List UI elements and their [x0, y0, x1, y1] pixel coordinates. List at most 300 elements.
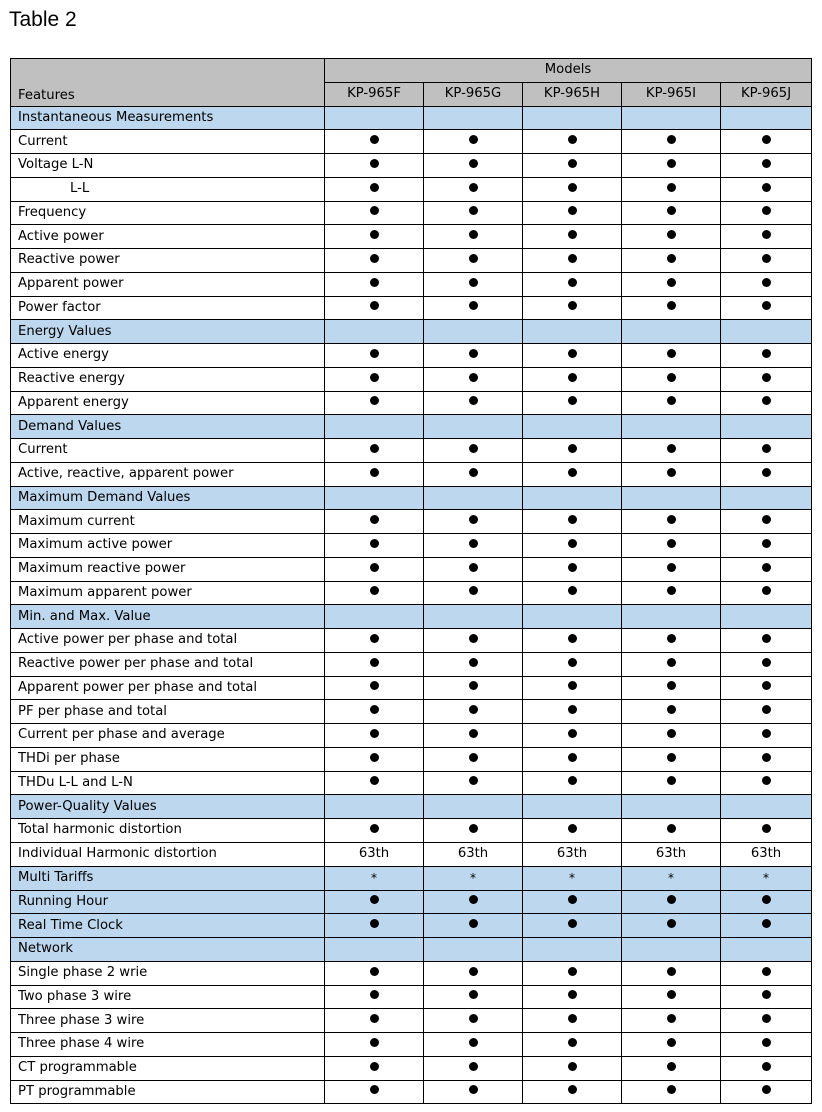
- feature-cell: [325, 201, 424, 225]
- feature-cell: [325, 1009, 424, 1033]
- feature-cell: [721, 961, 812, 985]
- feature-cell: [325, 1033, 424, 1057]
- bullet-icon: [568, 539, 577, 548]
- bullet-icon: [762, 468, 771, 477]
- feature-cell: [325, 557, 424, 581]
- bullet-icon: [762, 967, 771, 976]
- feature-cell: [424, 1033, 523, 1057]
- bullet-icon: [667, 183, 676, 192]
- bullet-icon: [370, 444, 379, 453]
- table-row: [11, 890, 812, 914]
- bullet-icon: [568, 515, 577, 524]
- section-cell: [424, 938, 523, 962]
- bullet-icon: [667, 753, 676, 762]
- feature-value: [622, 866, 721, 890]
- section-cell: [424, 795, 523, 819]
- bullet-icon: [469, 135, 478, 144]
- bullet-icon: [469, 919, 478, 928]
- bullet-icon: [568, 349, 577, 358]
- bullet-icon: [469, 967, 478, 976]
- table-row: [11, 534, 812, 558]
- feature-cell: [721, 890, 812, 914]
- bullet-icon: [370, 183, 379, 192]
- bullet-icon: [469, 444, 478, 453]
- bullet-icon: [667, 824, 676, 833]
- feature-cell: [325, 890, 424, 914]
- feature-label: Current: [11, 439, 325, 463]
- bullet-icon: [370, 729, 379, 738]
- feature-cell: [721, 581, 812, 605]
- bullet-icon: [469, 776, 478, 785]
- feature-label: Apparent power: [11, 272, 325, 296]
- feature-cell: [424, 201, 523, 225]
- section-cell: [424, 486, 523, 510]
- bullet-icon: [469, 515, 478, 524]
- feature-cell: [424, 747, 523, 771]
- section-cell: [622, 605, 721, 629]
- bullet-icon: [667, 895, 676, 904]
- section-cell: [523, 605, 622, 629]
- bullet-icon: [762, 586, 771, 595]
- feature-cell: [424, 700, 523, 724]
- bullet-icon: [370, 539, 379, 548]
- bullet-icon: [568, 824, 577, 833]
- feature-cell: [721, 724, 812, 748]
- bullet-icon: [762, 135, 771, 144]
- bullet-icon: [469, 396, 478, 405]
- section-label: Min. and Max. Value: [11, 605, 325, 629]
- feature-label: Reactive power per phase and total: [11, 652, 325, 676]
- section-cell: [424, 605, 523, 629]
- feature-label: CT programmable: [11, 1056, 325, 1080]
- feature-label: Maximum reactive power: [11, 557, 325, 581]
- feature-value: [424, 866, 523, 890]
- feature-cell: [721, 177, 812, 201]
- feature-label: Multi Tariffs: [11, 866, 325, 890]
- feature-label: L-L: [11, 177, 325, 201]
- feature-cell: [523, 1080, 622, 1104]
- feature-cell: [721, 367, 812, 391]
- feature-cell: [325, 771, 424, 795]
- bullet-icon: [568, 1014, 577, 1023]
- feature-cell: [424, 557, 523, 581]
- bullet-icon: [667, 1014, 676, 1023]
- bullet-icon: [370, 1014, 379, 1023]
- bullet-icon: [762, 658, 771, 667]
- feature-cell: [721, 700, 812, 724]
- bullet-icon: [667, 563, 676, 572]
- bullet-icon: [762, 634, 771, 643]
- bullet-icon: [469, 824, 478, 833]
- feature-cell: [325, 130, 424, 154]
- feature-cell: [424, 296, 523, 320]
- feature-cell: [721, 201, 812, 225]
- section-row: [11, 938, 812, 962]
- feature-label: Active power per phase and total: [11, 629, 325, 653]
- feature-cell: [622, 819, 721, 843]
- feature-cell: [424, 771, 523, 795]
- table-row: [11, 367, 812, 391]
- feature-cell: [325, 629, 424, 653]
- section-row: [11, 486, 812, 510]
- table-row: [11, 557, 812, 581]
- bullet-icon: [667, 444, 676, 453]
- section-cell: [721, 795, 812, 819]
- feature-label: Active energy: [11, 344, 325, 368]
- bullet-icon: [762, 159, 771, 168]
- feature-cell: [523, 225, 622, 249]
- feature-cell: [523, 201, 622, 225]
- feature-cell: [622, 272, 721, 296]
- feature-cell: [721, 249, 812, 273]
- table-row: [11, 439, 812, 463]
- section-cell: [523, 320, 622, 344]
- section-cell: [424, 415, 523, 439]
- feature-cell: [325, 439, 424, 463]
- feature-cell: [721, 771, 812, 795]
- feature-cell: [424, 510, 523, 534]
- bullet-icon: [469, 753, 478, 762]
- bullet-icon: [370, 301, 379, 310]
- bullet-icon: [370, 895, 379, 904]
- bullet-icon: [568, 658, 577, 667]
- feature-value: [325, 866, 424, 890]
- feature-cell: [424, 819, 523, 843]
- bullet-icon: [469, 1085, 478, 1094]
- feature-cell: [721, 914, 812, 938]
- feature-value: [523, 842, 622, 866]
- bullet-icon: [370, 206, 379, 215]
- bullet-icon: [370, 634, 379, 643]
- table-row: [11, 1080, 812, 1104]
- feature-value: [721, 842, 812, 866]
- bullet-icon: [370, 396, 379, 405]
- table-row: [11, 391, 812, 415]
- feature-value: [325, 842, 424, 866]
- feature-cell: [523, 439, 622, 463]
- feature-cell: [424, 652, 523, 676]
- feature-cell: [721, 1009, 812, 1033]
- feature-cell: [622, 914, 721, 938]
- bullet-icon: [568, 1085, 577, 1094]
- section-cell: [325, 605, 424, 629]
- table-row: [11, 510, 812, 534]
- bullet-icon: [762, 254, 771, 263]
- bullet-icon: [370, 753, 379, 762]
- feature-cell: [622, 724, 721, 748]
- feature-cell: [721, 676, 812, 700]
- feature-cell: [325, 652, 424, 676]
- feature-cell: [523, 747, 622, 771]
- bullet-icon: [370, 919, 379, 928]
- bullet-icon: [667, 159, 676, 168]
- table-row: [11, 985, 812, 1009]
- feature-cell: [622, 296, 721, 320]
- feature-cell: [424, 462, 523, 486]
- bullet-icon: [762, 515, 771, 524]
- bullet-icon: [469, 230, 478, 239]
- section-label: Instantaneous Measurements: [11, 106, 325, 130]
- feature-cell: [325, 581, 424, 605]
- feature-cell: [325, 249, 424, 273]
- bullet-icon: [568, 990, 577, 999]
- feature-label: PF per phase and total: [11, 700, 325, 724]
- section-cell: [721, 938, 812, 962]
- feature-label: THDu L-L and L-N: [11, 771, 325, 795]
- table-row: [11, 249, 812, 273]
- bullet-icon: [469, 183, 478, 192]
- model-header: KP-965J: [721, 82, 812, 106]
- feature-cell: [424, 961, 523, 985]
- feature-cell: [622, 1033, 721, 1057]
- feature-cell: [325, 367, 424, 391]
- feature-label: PT programmable: [11, 1080, 325, 1104]
- feature-cell: [424, 249, 523, 273]
- feature-cell: [424, 1080, 523, 1104]
- bullet-icon: [568, 586, 577, 595]
- bullet-icon: [762, 563, 771, 572]
- bullet-icon: [568, 278, 577, 287]
- feature-cell: [424, 130, 523, 154]
- feature-cell: [325, 344, 424, 368]
- feature-cell: [325, 914, 424, 938]
- bullet-icon: [568, 444, 577, 453]
- feature-cell: [523, 130, 622, 154]
- bullet-icon: [568, 634, 577, 643]
- bullet-icon: [667, 1062, 676, 1071]
- bullet-icon: [667, 586, 676, 595]
- feature-cell: [622, 652, 721, 676]
- bullet-icon: [469, 563, 478, 572]
- feature-label: Frequency: [11, 201, 325, 225]
- feature-cell: [721, 296, 812, 320]
- feature-cell: [523, 581, 622, 605]
- bullet-icon: [469, 1038, 478, 1047]
- feature-cell: [721, 534, 812, 558]
- feature-cell: [523, 557, 622, 581]
- feature-label: Maximum current: [11, 510, 325, 534]
- table-row: [11, 225, 812, 249]
- bullet-icon: [370, 563, 379, 572]
- bullet-icon: [762, 753, 771, 762]
- section-cell: [523, 938, 622, 962]
- bullet-icon: [469, 634, 478, 643]
- bullet-icon: [667, 135, 676, 144]
- bullet-icon: [667, 230, 676, 239]
- bullet-icon: [667, 681, 676, 690]
- feature-label: Apparent energy: [11, 391, 325, 415]
- asterisk-mark: *: [371, 870, 377, 885]
- table-row: [11, 629, 812, 653]
- feature-cell: [622, 367, 721, 391]
- bullet-icon: [370, 349, 379, 358]
- bullet-icon: [469, 278, 478, 287]
- bullet-icon: [762, 681, 771, 690]
- feature-label: Three phase 4 wire: [11, 1033, 325, 1057]
- bullet-icon: [370, 468, 379, 477]
- feature-cell: [622, 154, 721, 178]
- bullet-icon: [370, 824, 379, 833]
- section-cell: [325, 486, 424, 510]
- asterisk-mark: *: [569, 870, 575, 885]
- feature-value: [523, 866, 622, 890]
- feature-cell: [424, 1056, 523, 1080]
- feature-cell: [325, 534, 424, 558]
- table-row: [11, 130, 812, 154]
- feature-cell: [523, 771, 622, 795]
- bullet-icon: [667, 206, 676, 215]
- feature-cell: [325, 1080, 424, 1104]
- feature-cell: [523, 985, 622, 1009]
- bullet-icon: [667, 539, 676, 548]
- bullet-icon: [469, 468, 478, 477]
- feature-cell: [622, 890, 721, 914]
- bullet-icon: [762, 1014, 771, 1023]
- bullet-icon: [667, 776, 676, 785]
- bullet-icon: [667, 468, 676, 477]
- feature-cell: [622, 249, 721, 273]
- feature-cell: [523, 534, 622, 558]
- section-row: [11, 320, 812, 344]
- feature-label: Apparent power per phase and total: [11, 676, 325, 700]
- feature-cell: [721, 819, 812, 843]
- bullet-icon: [469, 301, 478, 310]
- features-header: Features: [11, 59, 325, 107]
- feature-cell: [622, 961, 721, 985]
- feature-cell: [721, 510, 812, 534]
- feature-cell: [523, 724, 622, 748]
- table-row: [11, 961, 812, 985]
- feature-cell: [721, 344, 812, 368]
- feature-label: Reactive energy: [11, 367, 325, 391]
- feature-cell: [325, 747, 424, 771]
- feature-cell: [523, 629, 622, 653]
- bullet-icon: [762, 1038, 771, 1047]
- section-row: [11, 605, 812, 629]
- feature-cell: [523, 510, 622, 534]
- bullet-icon: [469, 1014, 478, 1023]
- feature-cell: [721, 391, 812, 415]
- feature-cell: [325, 819, 424, 843]
- feature-cell: [622, 985, 721, 1009]
- section-cell: [523, 486, 622, 510]
- bullet-icon: [568, 468, 577, 477]
- table-row: [11, 1033, 812, 1057]
- header-row-models: [11, 59, 812, 83]
- bullet-icon: [762, 1062, 771, 1071]
- bullet-icon: [370, 776, 379, 785]
- section-cell: [424, 106, 523, 130]
- feature-cell: [523, 676, 622, 700]
- table-row: [11, 747, 812, 771]
- bullet-icon: [667, 1038, 676, 1047]
- feature-cell: [721, 652, 812, 676]
- feature-cell: [721, 130, 812, 154]
- feature-label: Total harmonic distortion: [11, 819, 325, 843]
- value-text: 63th: [556, 846, 588, 862]
- feature-cell: [622, 344, 721, 368]
- bullet-icon: [370, 586, 379, 595]
- section-cell: [622, 415, 721, 439]
- feature-label: THDi per phase: [11, 747, 325, 771]
- bullet-icon: [667, 373, 676, 382]
- section-label: Energy Values: [11, 320, 325, 344]
- bullet-icon: [469, 658, 478, 667]
- bullet-icon: [469, 349, 478, 358]
- feature-label: Reactive power: [11, 249, 325, 273]
- bullet-icon: [762, 206, 771, 215]
- feature-cell: [424, 154, 523, 178]
- bullet-icon: [568, 753, 577, 762]
- bullet-icon: [568, 135, 577, 144]
- bullet-icon: [370, 515, 379, 524]
- feature-cell: [424, 439, 523, 463]
- feature-cell: [424, 890, 523, 914]
- bullet-icon: [667, 301, 676, 310]
- feature-cell: [325, 510, 424, 534]
- bullet-icon: [667, 1085, 676, 1094]
- feature-value: [622, 842, 721, 866]
- table-row: [11, 272, 812, 296]
- bullet-icon: [667, 349, 676, 358]
- asterisk-mark: *: [668, 870, 674, 885]
- feature-cell: [721, 985, 812, 1009]
- feature-label: Current: [11, 130, 325, 154]
- feature-cell: [523, 391, 622, 415]
- bullet-icon: [667, 278, 676, 287]
- bullet-icon: [370, 1062, 379, 1071]
- bullet-icon: [667, 634, 676, 643]
- table-row: [11, 1009, 812, 1033]
- bullet-icon: [568, 1038, 577, 1047]
- bullet-icon: [762, 183, 771, 192]
- feature-cell: [622, 1056, 721, 1080]
- feature-cell: [523, 154, 622, 178]
- value-text: 63th: [457, 846, 489, 862]
- bullet-icon: [667, 967, 676, 976]
- section-cell: [325, 106, 424, 130]
- feature-cell: [325, 296, 424, 320]
- feature-cell: [523, 462, 622, 486]
- feature-cell: [721, 629, 812, 653]
- bullet-icon: [762, 349, 771, 358]
- bullet-icon: [469, 206, 478, 215]
- feature-cell: [622, 581, 721, 605]
- feature-cell: [424, 534, 523, 558]
- feature-cell: [325, 391, 424, 415]
- bullet-icon: [370, 681, 379, 690]
- bullet-icon: [762, 278, 771, 287]
- bullet-icon: [370, 230, 379, 239]
- bullet-icon: [667, 396, 676, 405]
- model-header: KP-965G: [424, 82, 523, 106]
- table-row: [11, 866, 812, 890]
- bullet-icon: [762, 301, 771, 310]
- feature-cell: [721, 557, 812, 581]
- feature-cell: [523, 296, 622, 320]
- feature-cell: [523, 914, 622, 938]
- table-row: [11, 819, 812, 843]
- feature-cell: [325, 676, 424, 700]
- bullet-icon: [762, 895, 771, 904]
- bullet-icon: [370, 373, 379, 382]
- section-row: [11, 415, 812, 439]
- bullet-icon: [469, 990, 478, 999]
- table-row: [11, 201, 812, 225]
- feature-cell: [622, 439, 721, 463]
- feature-label: Current per phase and average: [11, 724, 325, 748]
- section-cell: [721, 486, 812, 510]
